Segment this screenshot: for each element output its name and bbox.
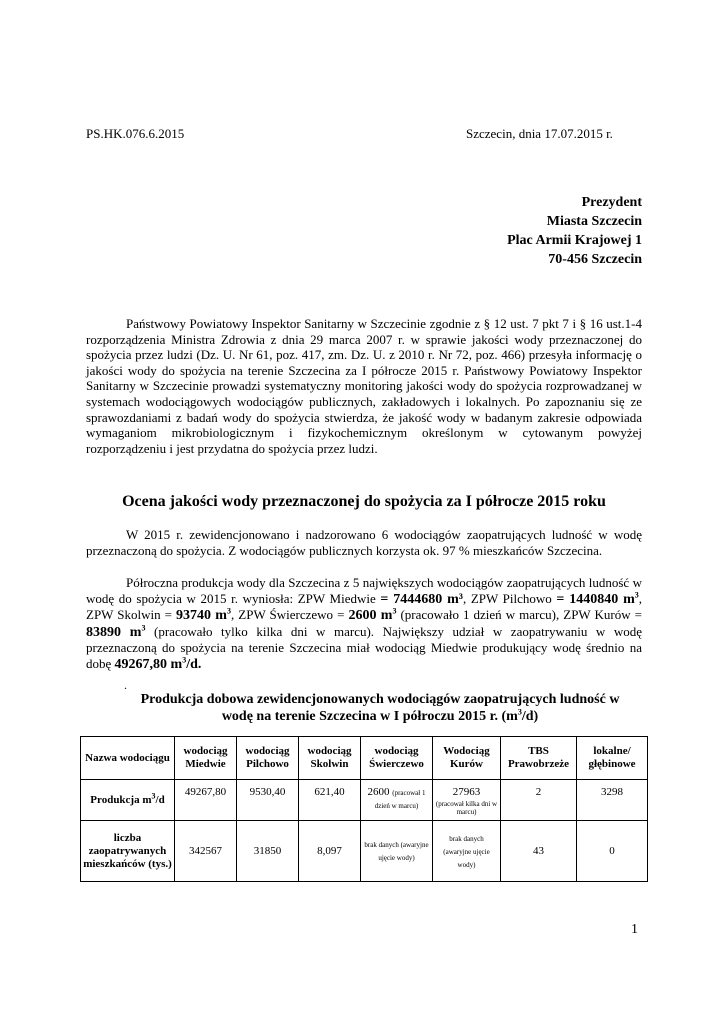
- header-cell: wodociąg Świerczewo: [361, 737, 433, 780]
- table-row-residents: [81, 821, 648, 882]
- stray-dot: .: [124, 678, 127, 692]
- intro-paragraph: Państwowy Powiatowy Inspektor Sanitarny w Szczecinie zgodnie z § 12 ust. 7 pkt 7 i § 16 ust.1-4 rozporządzenia Ministra Zdrowia z dnia 29 marca 2007 r. w sprawie jakości wody przeznaczonej do spożycia przez ludzi (Dz. U. Nr 61, poz. 417, zm. Dz. U. z 2010 r. Nr 72, poz. 466) przesyła informację o jakości wody do spożycia na terenie Szczecina za I półrocze 2015 r. Państwowy Powiatowy Inspektor Sanitarny w Szczecinie prowadzi systematyczny monitoring jakości wody do spożycia rozprowadzanej w systemach wodociągowych wodociągów publicznych, zakładowych i lokalnych. Po zapoznaniu się ze sprawozdaniami z badań wody do spożycia stwierdza, że jakość wody w badanym zakresie odpowiada wymaganiom mikrobiologicznym i fizykochemicznym określonym w cytowanym powyżej rozporządzeniu i jest przydatna do spożycia przez ludzi.: [86, 316, 642, 456]
- header-cell: wodociąg Skolwin: [299, 737, 361, 780]
- production-table: [80, 736, 648, 882]
- paragraph-production: [86, 575, 642, 673]
- recipient-title: Prezydent: [581, 195, 642, 210]
- table-cell: 31850: [237, 821, 299, 882]
- place-date: Szczecin, dnia 17.07.2015 r.: [466, 126, 613, 141]
- table-cell: 342567: [175, 821, 237, 882]
- table-cell: 8,097: [299, 821, 361, 882]
- production-value-daily-miedwie: 49267,80 $m^3/d$.: [114, 655, 202, 672]
- table-title-line1: Produkcja dobowa zewidencjonowanych wodociągów zaopatrujących ludność w: [140, 692, 620, 707]
- recipient-postal: 70-456 Szczecin: [548, 252, 642, 267]
- table-cell-no-data: brak danych (awaryjne ujęcie wody): [361, 821, 433, 882]
- table-cell: 3298: [577, 780, 648, 821]
- row-label-residents: liczba zaopatrywanych mieszkańców (tys.): [81, 821, 175, 882]
- header-cell: wodociąg Pilchowo: [237, 737, 299, 780]
- header-cell: Nazwa wodociągu: [81, 737, 175, 780]
- header-cell: TBS Prawobrzeże: [501, 737, 577, 780]
- table-cell: 9530,40: [237, 780, 299, 821]
- production-text-5: (pracowało 1 dzień w marcu), ZPW Kurów =: [396, 607, 642, 623]
- row-label-production: Produkcja $m^3/d$: [81, 780, 175, 821]
- document-reference: PS.HK.076.6.2015: [86, 126, 185, 141]
- production-value-kurow: 83890 $m^3$: [86, 623, 146, 640]
- table-header-row: [81, 737, 648, 780]
- paragraph-supply-count: W 2015 r. zewidencjonowano i nadzorowano 6 wodociągów zaopatrujących ludność w wodę przeznaczoną do spożycia. Z wodociągów publicznych korzysta ok. 97 % mieszkańców Szczecina.: [86, 527, 642, 558]
- recipient-street: Plac Armii Krajowej 1: [507, 233, 642, 248]
- table-row-production: [81, 780, 648, 821]
- header-cell: Wodociąg Kurów: [433, 737, 501, 780]
- production-text-4: , ZPW Świerczewo =: [230, 607, 349, 623]
- production-value-swierczewo: 2600 $m^3$: [348, 606, 397, 624]
- table-cell-kurow: 27963 (pracował kilka dni w marcu): [433, 780, 501, 821]
- recipient-block: [382, 193, 642, 269]
- production-value-skolwin: 93740 $m^3$: [176, 606, 231, 624]
- production-text-2: , ZPW Pilchowo: [462, 590, 557, 606]
- production-text-6: (pracowało tylko kilka dni w marcu). Największy udział w zaopatrywaniu w wodę przeznaczoną do spożycia na terenie Szczecina miał wodociąg Miedwie produkujący wodę średnio na dobę: [86, 623, 642, 671]
- table-cell: 0: [577, 821, 648, 882]
- production-value-miedwie: = 7444680 m³: [380, 591, 463, 607]
- table-cell-no-data: brak danych (awaryjne ujęcie wody): [433, 821, 501, 882]
- production-value-pilchowo: = 1440840 $m^3$: [556, 589, 639, 607]
- header-cell: wodociąg Miedwie: [175, 737, 237, 780]
- section-title: Ocena jakości wody przeznaczonej do spożycia za I półrocze 2015 roku: [122, 493, 606, 510]
- header-cell: lokalne/ głębinowe: [577, 737, 648, 780]
- production-text-1: Półroczna produkcja wody dla Szczecina z 5 największych wodociągów zaopatrujących ludność w wodę do spożycia w 2015 r. wyniosła: ZPW Miedwie: [86, 575, 642, 606]
- table-title-line2: wodę na terenie Szczecina w I półroczu 2015 r. $(m^3/d)$: [221, 707, 539, 724]
- table-cell-swierczewo: 2600 (pracował 1 dzień w marcu): [361, 780, 433, 821]
- table-cell: 49267,80: [175, 780, 237, 821]
- table-cell: 2: [501, 780, 577, 821]
- production-text-3: , ZPW Skolwin =: [86, 590, 643, 623]
- recipient-office: Miasta Szczecin: [546, 214, 642, 229]
- table-cell: 43: [501, 821, 577, 882]
- table-cell: 621,40: [299, 780, 361, 821]
- table-title: [110, 691, 650, 725]
- page-number: 1: [631, 922, 638, 937]
